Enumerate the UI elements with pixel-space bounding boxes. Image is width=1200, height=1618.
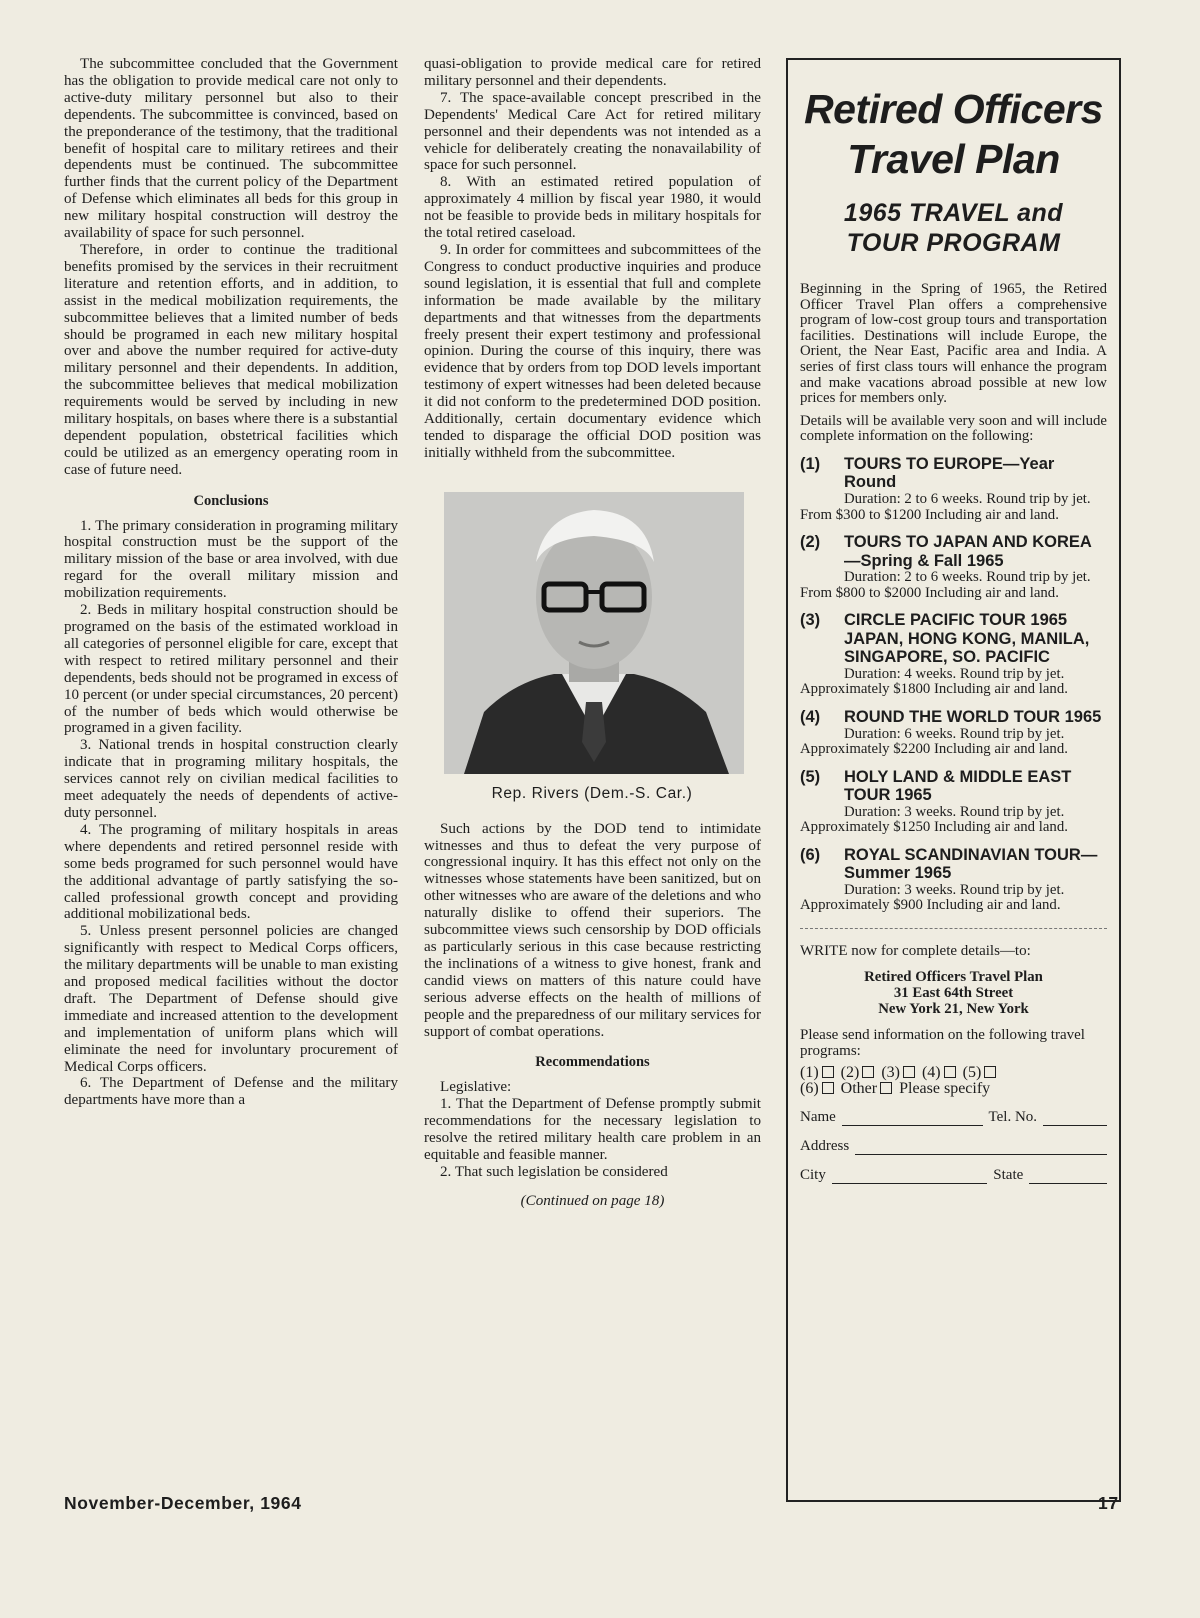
address-field[interactable] [855, 1140, 1107, 1155]
city-row [800, 1167, 1107, 1184]
portrait-photo [444, 492, 744, 774]
issue-date: November-December, 1964 [64, 1493, 302, 1513]
address-line: New York 21, New York [878, 1001, 1029, 1018]
conclusion-item: 5. Unless present personnel policies are changed significantly with respect to Medical Corps officers, the military departments will be unable to man existing and proposed medical facilities without the doctor draft. The Department of Defense should give immediate and increased attention to the development and implementation of uniform plans which will eliminate the need for involuntary procurement of Medical Corps officers. [64, 923, 398, 1075]
city-field[interactable] [832, 1169, 987, 1184]
ad-subtitle-line: TOUR PROGRAM [846, 229, 1061, 257]
tour-item [800, 533, 1107, 601]
tour-duration: Duration: 3 weeks. Round trip by jet. [844, 803, 1065, 820]
tour-list [800, 455, 1107, 914]
recommendation-item: 2. That such legislation be considered [440, 1163, 668, 1180]
tour-price: Approximately $2200 Including air and land. [800, 741, 1068, 758]
tour-title: ROUND THE WORLD TOUR 1965 [844, 708, 1102, 726]
tour-title: HOLY LAND & MIDDLE EAST TOUR 1965 [844, 767, 1072, 805]
conclusion-item: 6. The Department of Defense and the military departments have more than a [64, 1075, 398, 1109]
please-send-text: Please send information on the following travel programs: [800, 1027, 1085, 1060]
travel-plan-advertisement [786, 58, 1121, 1502]
tour-price: Approximately $1250 Including air and land. [800, 819, 1068, 836]
checkbox-other[interactable] [880, 1082, 892, 1094]
tour-duration: Duration: 2 to 6 weeks. Round trip by jet. [844, 490, 1091, 507]
checkbox-label: Please specify [899, 1080, 991, 1098]
checkbox-4[interactable] [944, 1066, 956, 1078]
ad-title-line: Retired Officers [804, 86, 1103, 132]
checkbox-2[interactable] [862, 1066, 874, 1078]
recommendation-item: 1. That the Department of Defense promptly submit recommendations for the necessary legislation to resolve the retired military health care problem in an equitable and feasible manner. [424, 1096, 761, 1163]
address-row [800, 1138, 1107, 1155]
tel-label: Tel. No. [988, 1109, 1038, 1126]
tour-price: From $300 to $1200 Including air and land. [800, 506, 1059, 523]
checkbox-3[interactable] [903, 1066, 915, 1078]
ad-title-line: Travel Plan [847, 136, 1060, 182]
mailing-address [800, 969, 1107, 1017]
ad-subtitle [800, 198, 1107, 258]
conclusion-item: 8. With an estimated retired population of approximately 4 million by fiscal year 1980, it would not be feasible to provide beds in military hospitals for the total retired caseload. [424, 174, 761, 242]
tour-item [800, 846, 1107, 914]
paragraph: quasi-obligation to provide medical care for retired military personnel and their dependents. [424, 56, 761, 89]
tour-title: TOURS TO JAPAN AND KOREA—Spring & Fall 1965 [844, 533, 1092, 570]
state-label: State [993, 1167, 1024, 1184]
conclusion-item: 7. The space-available concept prescribed in the Dependents' Medical Care Act for retired military personnel and their dependents was not intended as a vehicle for deliberately creating the nonavailability of space for such personnel. [424, 89, 761, 174]
tour-number: (5) [800, 767, 821, 786]
ad-intro-text: Beginning in the Spring of 1965, the Retired Officer Travel Plan offers a comprehensive program of low-cost group tours and transportation facilities. Destinations will include Europe, the Orient, the Near East, Pacific area and India. A series of first class tours will enhance the program and make vacations abroad possible at new low prices for members only. [800, 281, 1107, 407]
tour-price: From $800 to $2000 Including air and land. [800, 584, 1059, 601]
address-line: Retired Officers Travel Plan [864, 969, 1043, 986]
photo-caption: Rep. Rivers (Dem.-S. Car.) [491, 784, 693, 802]
conclusion-item: 3. National trends in hospital construction clearly indicate that in programing military hospitals, the services cannot rely on civilian medical facilities to meet adequately the needs of dependents of active-duty personnel. [64, 737, 398, 821]
conclusion-item: 9. In order for committees and subcommittees of the Congress to conduct productive inquiries and produce sound legislation, it is essential that full and complete information be made available by the military departments and that witnesses from the departments freely present their expert testimony and professional opinion. During the course of this inquiry, there was evidence that by orders from top DOD levels important testimony of expert witnesses had been deleted because it did not conform to the predetermined DOD position. Additionally, certain documentary evidence which tended to disparage the official DOD position was initially withheld from the subcommittee. [424, 241, 761, 461]
checkbox-6[interactable] [822, 1082, 834, 1094]
tour-number: (3) [800, 611, 821, 630]
program-checkboxes [800, 1065, 1107, 1097]
column-left [64, 56, 398, 1109]
tour-duration: Duration: 6 weeks. Round trip by jet. [844, 725, 1065, 742]
checkbox-label: (6) [800, 1080, 819, 1098]
tel-field[interactable] [1043, 1111, 1107, 1126]
tour-duration: Duration: 4 weeks. Round trip by jet. [844, 665, 1065, 682]
tour-number: (6) [800, 845, 821, 864]
state-field[interactable] [1029, 1169, 1107, 1184]
continued-note: (Continued on page 18) [520, 1192, 665, 1209]
page-number: 17 [1098, 1493, 1119, 1513]
tour-title: ROYAL SCANDINAVIAN TOUR—Summer 1965 [844, 845, 1098, 883]
tour-duration: Duration: 2 to 6 weeks. Round trip by jet. [844, 569, 1091, 586]
name-field[interactable] [842, 1111, 983, 1126]
tour-item [800, 611, 1107, 698]
paragraph: Therefore, in order to continue the traditional benefits promised by the services in their recruitment literature and retention efforts, and in addition, to assist in the medical mobilization requirements, the subcommittee believes that a limited number of beds should be programed in each new military hospital over and above the number required for active-duty military personnel and their dependents. In addition, the subcommittee believes that medical mobilization requirements would be served by including in new military hospitals, on bases where there is a substantial dependent population, obstetrical facilities which could be utilized as an emergency operating room in case of future need. [64, 241, 398, 478]
tour-number: (4) [800, 708, 821, 726]
tour-title: TOURS TO EUROPE—Year Round [844, 454, 1055, 492]
conclusion-item: 4. The programing of military hospitals in areas where dependents and retired personnel reside with some beds programed for such personnel would have the additional advantage of partly satisfying the so-called professional growth concept and providing additional mobilizational beds. [64, 821, 398, 923]
checkbox-1[interactable] [822, 1066, 834, 1078]
address-label: Address [800, 1138, 850, 1155]
tour-item [800, 768, 1107, 836]
checkbox-label: (2) [840, 1064, 860, 1082]
checkbox-label: Other [840, 1080, 878, 1098]
tour-item [800, 708, 1107, 758]
tour-title: CIRCLE PACIFIC TOUR 1965 JAPAN, HONG KONG, MANILA, SINGAPORE, SO. PACIFIC [844, 611, 1090, 667]
tour-duration: Duration: 3 weeks. Round trip by jet. [844, 881, 1065, 898]
legislative-label: Legislative: [440, 1079, 512, 1096]
checkbox-label: (1) [800, 1064, 819, 1082]
checkbox-label: (4) [921, 1064, 941, 1082]
dashed-divider [800, 928, 1107, 929]
tour-number: (2) [800, 533, 821, 552]
ad-subtitle-line: 1965 TRAVEL and [843, 199, 1064, 227]
conclusion-item: 1. The primary consideration in programing military hospital construction must be the support of the military mission of the base or area involved, with due regard for the overall military mission and mobilization requirements. [64, 517, 398, 602]
ad-details-text: Details will be available very soon and will include complete information on the following: [800, 412, 1107, 445]
recommendations-heading: Recommendations [535, 1054, 650, 1071]
address-line: 31 East 64th Street [893, 985, 1014, 1002]
checkbox-label: (5) [962, 1064, 982, 1082]
ad-intro [800, 282, 1107, 445]
portrait-illustration [444, 492, 744, 774]
tour-price: Approximately $1800 Including air and land. [800, 681, 1068, 698]
ad-title [800, 84, 1107, 184]
city-label: City [800, 1167, 826, 1184]
conclusions-heading: Conclusions [193, 492, 269, 509]
paragraph: Such actions by the DOD tend to intimidate witnesses and thus to defeat the very purpose of congressional inquiry. It has this effect not only on the witnesses whose statements have been sanitized, but on other witnesses who are aware of the deletions and who naturally dislike to offend their superiors. The subcommittee views such censorship by DOD officials as particularly serious in this case because restricting the inclinations of a witness to give honest, frank and candid views on matters of this nature could have serious adverse effects on the health of millions of people and the preparedness of our military services for support of combat operations. [424, 820, 761, 1040]
checkbox-label: (3) [881, 1064, 900, 1082]
conclusion-item: 2. Beds in military hospital construction should be programed on the basis of the estimated workload in all categories of personnel eligible for care, except that with respect to retired military personnel and their dependents, beds should not be programed in excess of 10 percent (or under special circumstances, 20 percent) of the number of beds which would otherwise be programed in a given facility. [64, 602, 398, 737]
paragraph: The subcommittee concluded that the Government has the obligation to provide medical care not only to active-duty military personnel but also to their dependents. The subcommittee is convinced, based on the preponderance of the testimony, that the traditional benefit of hospital care to military retirees and their dependents must be continued. The subcommittee further finds that the current policy of the Department of Defense which eliminates all beds for this group in new military hospital construction will destroy the availability of space for such personnel. [64, 56, 398, 242]
tour-price: Approximately $900 Including air and land. [800, 897, 1061, 914]
checkbox-5[interactable] [984, 1066, 996, 1078]
name-row [800, 1109, 1107, 1126]
tour-number: (1) [800, 454, 821, 473]
name-label: Name [800, 1109, 836, 1126]
portrait-figure [426, 492, 746, 803]
write-now-text: WRITE now for complete details—to: [800, 943, 1031, 960]
tour-item [800, 455, 1107, 523]
column-middle [424, 56, 761, 1210]
